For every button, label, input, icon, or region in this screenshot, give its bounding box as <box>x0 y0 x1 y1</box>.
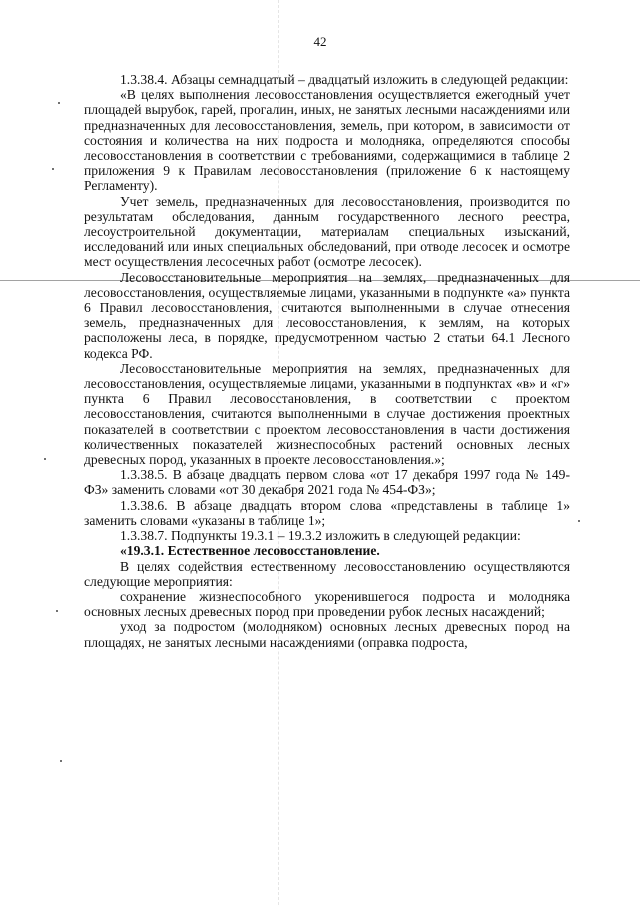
scan-speck <box>44 458 46 460</box>
scan-speck <box>52 168 54 170</box>
page-number: 42 <box>313 34 327 49</box>
paragraph: сохранение жизнеспособного укоренившегося подроста и молодняка основных лесных древесных пород при проведении рубок лесных насаждений; <box>84 588 570 620</box>
section-heading: «19.3.1. Естественное лесовосстановление. <box>120 543 380 559</box>
paragraph: Учет земель, предназначенных для лесовосстановления, производится по результатам обследования, данным государственного лесного реестра, лесоустроительной документации, материалам специальных изысканий, исследований или иных специальных обследований, при отводе лесосек и осмотре мест осуществления лесосечных работ (осмотре лесосек). <box>84 193 570 270</box>
paragraph: 1.3.38.5. В абзаце двадцать первом слова «от 17 декабря 1997 года № 149-ФЗ» заменить словами «от 30 декабря 2021 года № 454-ФЗ»; <box>84 467 570 498</box>
paragraph: Лесовосстановительные мероприятия на землях, предназначенных для лесовосстановления, осуществляемые лицами, указанными в подпункте «а» пункта 6 Правил лесовосстановления, считаются выполненными в случае отнесения земель, предназначенных для лесовосстановления, к землям, на которых расположены леса, в порядке, предусмотренном частью 2 статьи 64.1 Лесного кодекса РФ. <box>84 269 570 361</box>
scan-speck <box>60 760 62 762</box>
scan-speck <box>58 102 60 104</box>
scan-speck <box>578 520 580 522</box>
paragraph: 1.3.38.6. В абзаце двадцать втором слова «представлены в таблице 1» заменить словами «указаны в таблице 1»; <box>84 497 570 528</box>
paragraph: уход за подростом (молодняком) основных лесных древесных пород на площадях, не занятых лесными насаждениями (оправка подроста, <box>84 619 570 650</box>
paragraph: Лесовосстановительные мероприятия на землях, предназначенных для лесовосстановления, осуществляемые лицами, указанными в подпунктах «в» и «г» пункта 6 Правил лесовосстановления, в соответствии с проектом лесовосстановления, считаются выполненными в случае достижения проектных показателей в соответствии с проектом лесовосстановления в части достижения количественных показателей жизнеспособных растений основных лесных древесных пород, указанных в проекте лесовосстановления.»; <box>84 360 570 468</box>
paragraph: «В целях выполнения лесовосстановления осуществляется ежегодный учет площадей вырубок, гарей, прогалин, иных, не занятых лесными насаждениями или предназначенных для лесовосстановления, земель, при котором, в зависимости от состояния и количества на них подроста и молодняка, определяются способы лесовосстановления в соответствии с требованиями, содержащимися в таблице 2 приложения 9 к Правилам лесовосстановления (приложение 6 к настоящему Регламенту). <box>84 87 570 194</box>
scan-speck <box>56 610 58 612</box>
paragraph: 1.3.38.7. Подпункты 19.3.1 – 19.3.2 изложить в следующей редакции: <box>120 528 521 544</box>
paragraph: 1.3.38.4. Абзацы семнадцатый – двадцатый изложить в следующей редакции: <box>120 72 569 87</box>
paragraph: В целях содействия естественному лесовосстановлению осуществляются следующие мероприятия: <box>84 558 570 589</box>
document-body <box>84 72 570 650</box>
